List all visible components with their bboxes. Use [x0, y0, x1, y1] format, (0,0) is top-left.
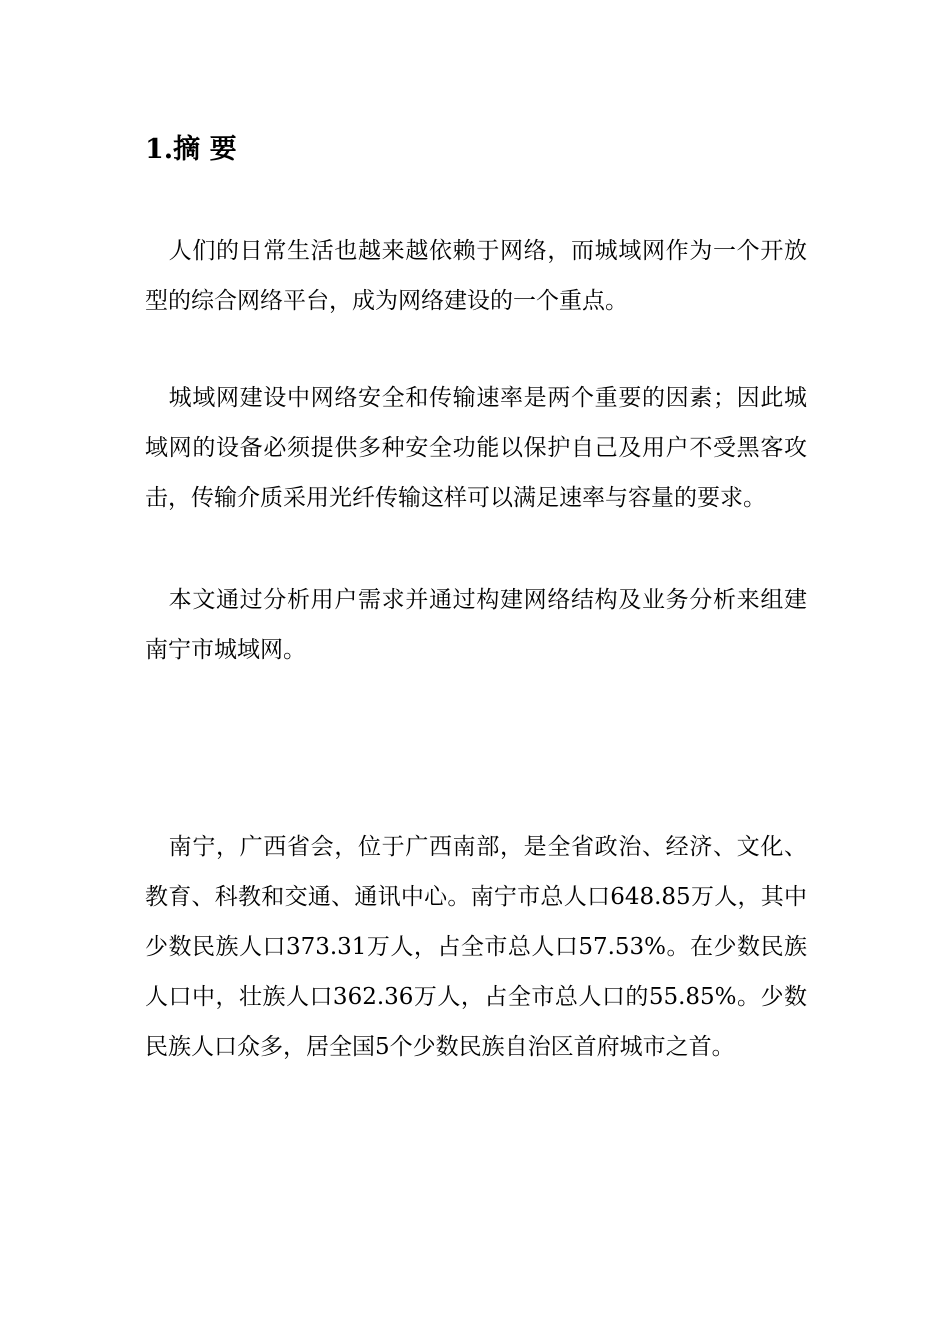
- paragraph-purpose: 本文通过分析用户需求并通过构建网络结构及业务分析来组建南宁市城域网。: [145, 587, 807, 663]
- paragraph-nanning: 南宁，广西省会，位于广西南部，是全省政治、经济、文化、教育、科教和交通、通讯中心。南宁市总人口648.85万人，其中少数民族人口373.31万人，占全市总人口57.53%。在少数民族人口中，壮族人口362.36万人，占全市总人口的55.85%。少数民族人口众多，居全国5个少数民族自治区首府城市之首。: [145, 834, 807, 1060]
- paragraph-security: 城域网建设中网络安全和传输速率是两个重要的因素；因此城域网的设备必须提供多种安全功能以保护自己及用户不受黑客攻击，传输介质采用光纤传输这样可以满足速率与容量的要求。: [145, 385, 807, 511]
- section-heading: 1.摘 要: [145, 134, 237, 165]
- paragraph-intro: 人们的日常生活也越来越依赖于网络，而城域网作为一个开放型的综合网络平台，成为网络建设的一个重点。: [145, 238, 807, 314]
